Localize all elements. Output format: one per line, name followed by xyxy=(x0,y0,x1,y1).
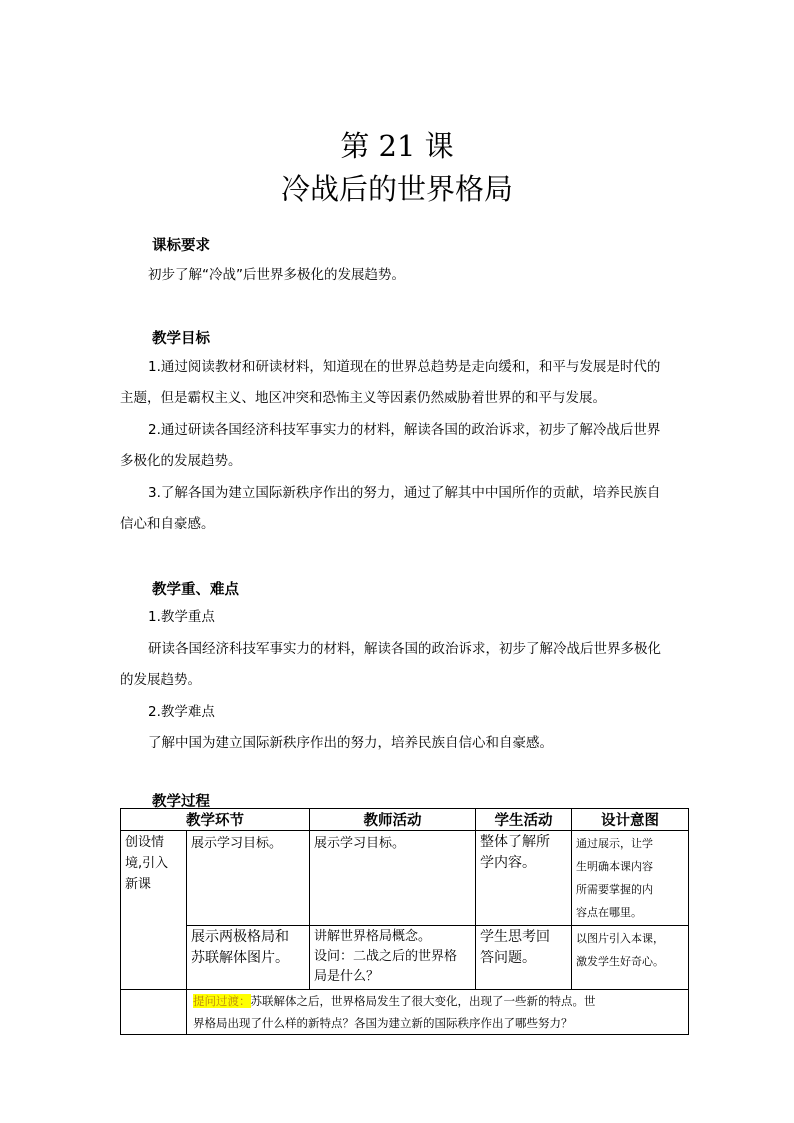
process-heading: 教学过程 xyxy=(152,794,210,810)
teacher-cell xyxy=(310,926,476,990)
teacher-line: 讲解世界格局概念。 xyxy=(314,929,432,944)
content-cell: 展示学习目标。 xyxy=(187,831,310,926)
teacher-line: 设问：二战之后的世界格 xyxy=(314,949,458,964)
student-line: 答问题。 xyxy=(480,950,536,966)
student-line: 学内容。 xyxy=(480,855,536,871)
intent-line: 激发学生好奇心。 xyxy=(576,955,664,968)
lesson-title: 冷战后的世界格局 xyxy=(280,172,513,206)
process-table xyxy=(120,808,689,1035)
stage-label-line: 创设情 xyxy=(125,835,165,850)
transition-label: 提问过渡： xyxy=(193,994,251,1008)
objective-line: 3.了解各国为建立国际新秩序作出的努力，通过了解其中中国所作的贡献，培养民族自 xyxy=(148,485,661,501)
header-student: 学生活动 xyxy=(476,809,572,831)
intent-line: 以图片引入本课， xyxy=(576,932,664,945)
objectives-heading: 教学目标 xyxy=(152,331,210,347)
lesson-number: 第 21 课 xyxy=(340,129,454,163)
student-cell xyxy=(476,831,572,926)
standard-text: 初步了解“冷战”后世界多极化的发展趋势。 xyxy=(148,267,405,283)
objective-line: 1.通过阅读教材和研读材料，知道现在的世界总趋势是走向缓和，和平与发展是时代的 xyxy=(148,359,661,375)
standard-heading: 课标要求 xyxy=(152,238,210,254)
student-cell xyxy=(476,926,572,990)
student-line: 整体了解所 xyxy=(480,834,550,850)
intent-line: 所需要掌握的内 xyxy=(576,883,653,896)
objective-line: 多极化的发展趋势。 xyxy=(120,453,242,469)
objective-line: 主题，但是霸权主义、地区冲突和恐怖主义等因素仍然威胁着世界的和平与发展。 xyxy=(120,390,606,406)
intent-line: 容点在哪里。 xyxy=(576,906,642,919)
difficulty-subheading: 2.教学难点 xyxy=(148,704,215,720)
stage-cell xyxy=(121,831,187,990)
table-row xyxy=(121,926,689,990)
content-line: 苏联解体图片。 xyxy=(191,950,289,966)
keypoint-subheading: 1.教学重点 xyxy=(148,609,215,625)
content-cell xyxy=(187,926,310,990)
student-line: 学生思考回 xyxy=(480,929,550,945)
header-teacher: 教师活动 xyxy=(310,809,476,831)
intent-cell xyxy=(572,831,689,926)
objective-line: 信心和自豪感。 xyxy=(120,516,215,532)
content-line: 展示两极格局和 xyxy=(191,929,289,945)
table-header-row xyxy=(121,809,689,831)
intent-cell xyxy=(572,926,689,990)
empty-cell xyxy=(121,990,187,1035)
teacher-cell: 展示学习目标。 xyxy=(310,831,476,926)
transition-text: 界格局出现了什么样的新特点？各国为建立新的国际秩序作出了哪些努力？ xyxy=(193,1016,573,1030)
teacher-line: 局是什么？ xyxy=(314,969,380,984)
intent-line: 生明确本课内容 xyxy=(576,860,653,873)
objective-line: 2.通过研读各国经济科技军事实力的材料，解读各国的政治诉求，初步了解冷战后世界 xyxy=(148,422,661,438)
header-stage: 教学环节 xyxy=(121,809,310,831)
keypoint-line: 研读各国经济科技军事实力的材料，解读各国的政治诉求，初步了解冷战后世界多极化 xyxy=(148,641,661,657)
transition-row xyxy=(121,990,689,1035)
transition-text: 苏联解体之后，世界格局发生了很大变化，出现了一些新的特点。世 xyxy=(250,994,596,1008)
header-intent: 设计意图 xyxy=(572,809,689,831)
keypoints-heading: 教学重、难点 xyxy=(152,582,239,598)
difficulty-text: 了解中国为建立国际新秩序作出的努力，培养民族自信心和自豪感。 xyxy=(148,735,553,751)
stage-label-line: 境,引入 xyxy=(125,856,169,871)
table-row xyxy=(121,831,689,926)
keypoint-line: 的发展趋势。 xyxy=(120,672,201,688)
intent-line: 通过展示，让学 xyxy=(576,837,653,850)
stage-label-line: 新课 xyxy=(125,877,152,892)
transition-cell xyxy=(187,990,689,1035)
